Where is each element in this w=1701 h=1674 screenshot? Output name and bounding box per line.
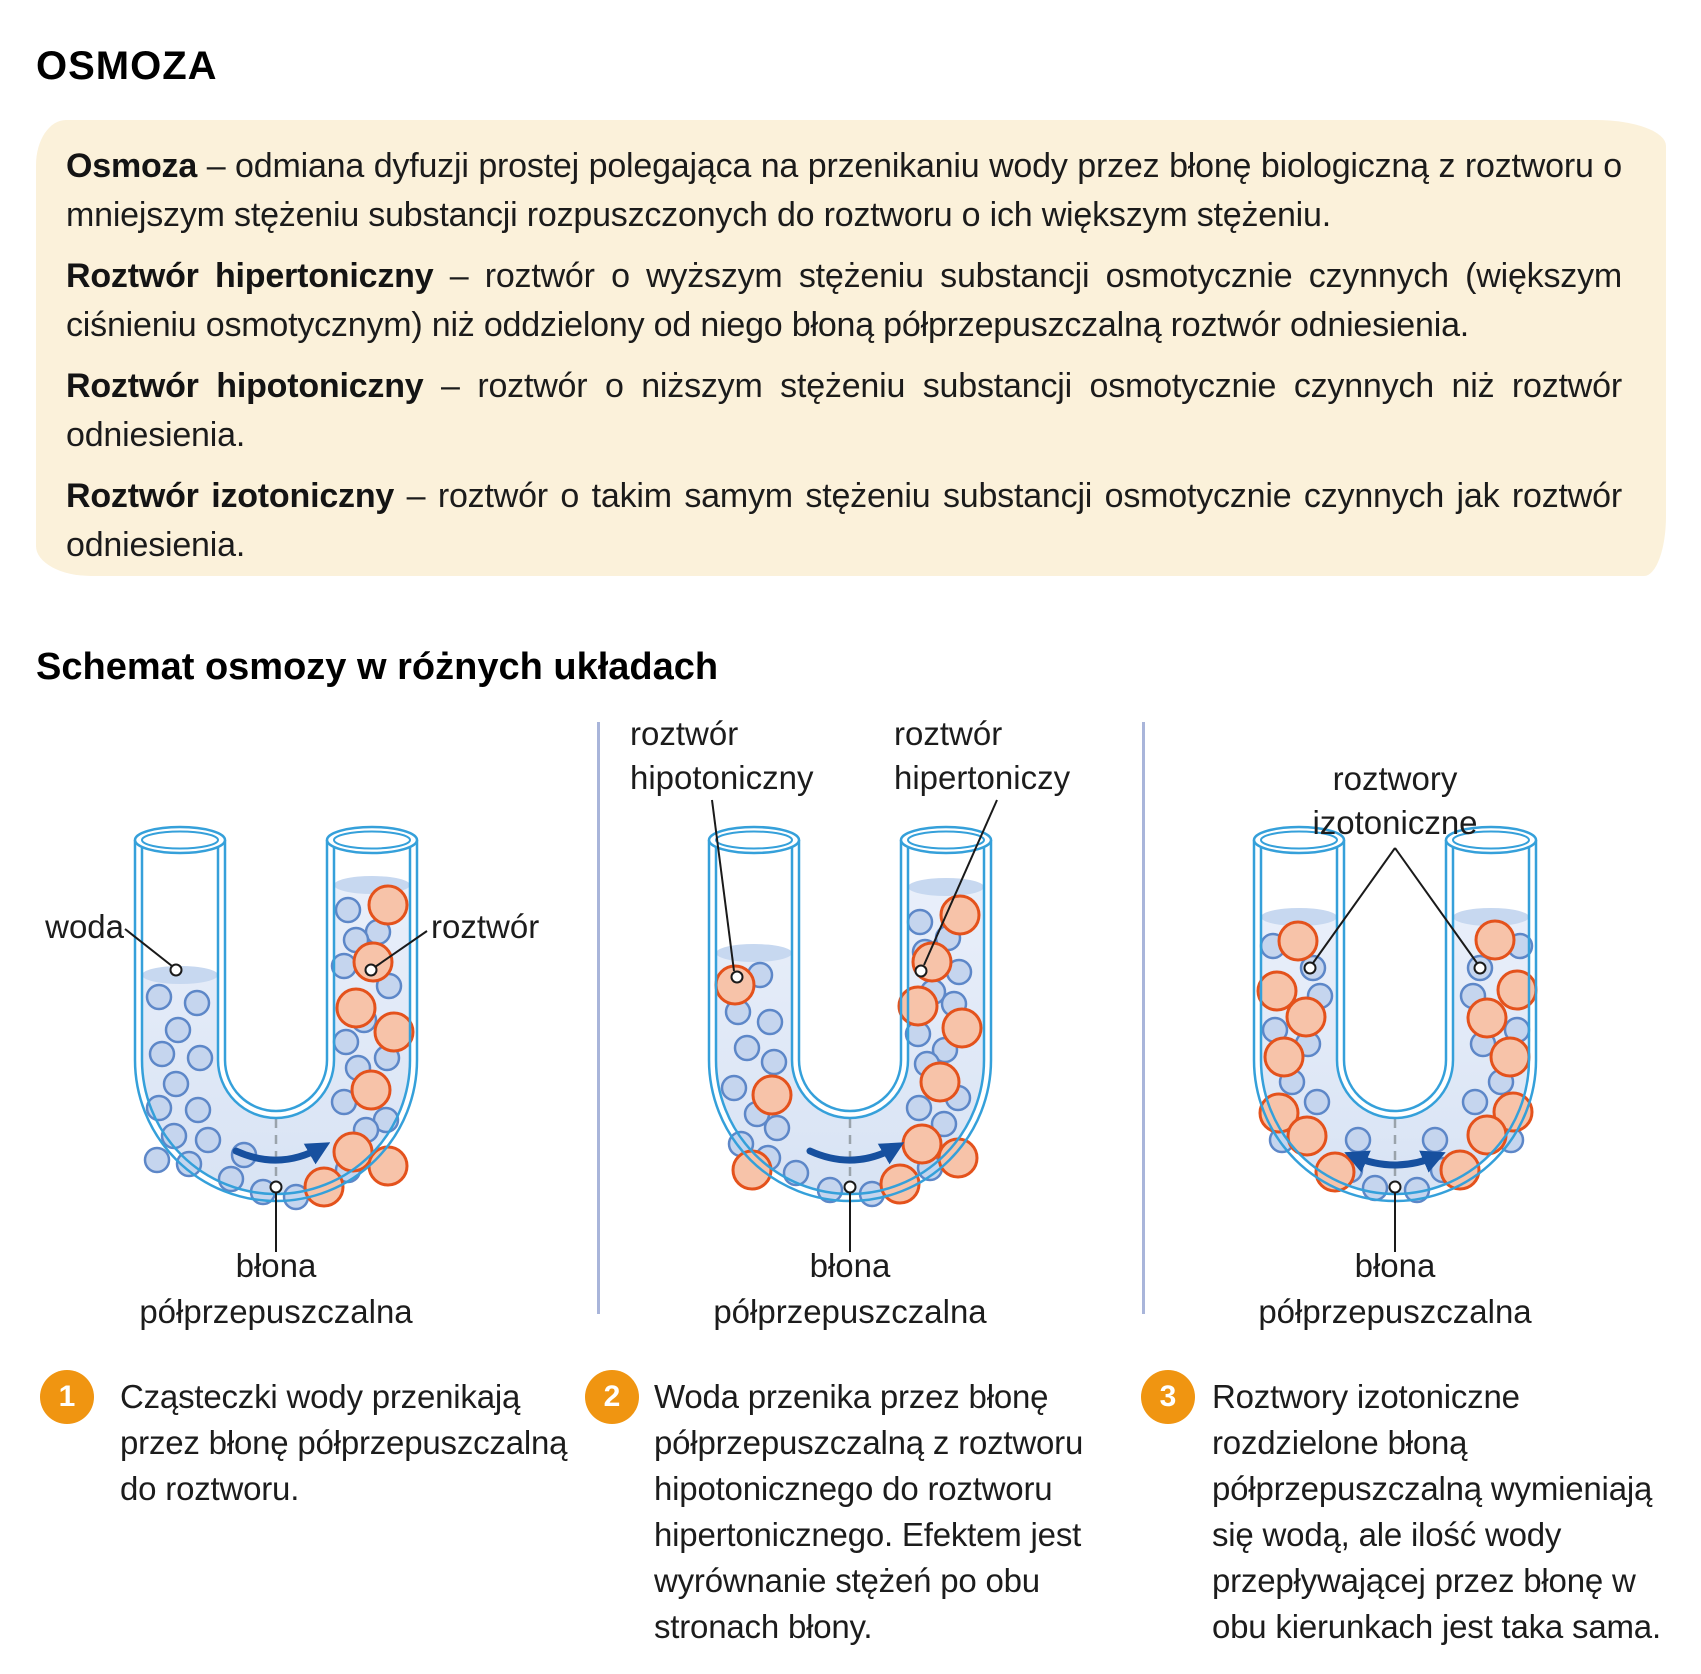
u-tube-diagram-isotonic xyxy=(1145,700,1685,1360)
definition-izotoniczny xyxy=(66,472,1622,570)
label-hypertonic-line2: hipertoniczy xyxy=(894,759,1071,796)
label-membrane-line1: błona xyxy=(1354,1247,1436,1284)
step-badge-2: 2 xyxy=(585,1370,639,1424)
definition-term: Roztwór hipertoniczny xyxy=(66,257,434,295)
label-membrane-line1: błona xyxy=(809,1247,891,1284)
step-text-2: Woda przenika przez błonę półprzepuszczalną z roztworu hipotonicznego do roztworu hipertonicznego. Efektem jest wyrównanie stężeń po obu stronach błony. xyxy=(654,1378,1084,1645)
definition-term: Osmoza xyxy=(66,147,198,185)
tube-rim-inner xyxy=(716,832,792,849)
step-badge-3: 3 xyxy=(1141,1370,1195,1424)
label-water: woda xyxy=(45,908,124,945)
leader-endpoint xyxy=(916,966,927,977)
leader-endpoint xyxy=(732,972,743,983)
u-tube-diagram-water-solution xyxy=(26,700,566,1360)
u-tube-drawing xyxy=(135,827,417,1252)
label-hypotonic-line2: hipotoniczny xyxy=(630,759,814,796)
tube-rim-inner xyxy=(908,832,984,849)
definition-hipertoniczny xyxy=(66,252,1622,350)
u-tube-diagram-hypo-hyper xyxy=(600,700,1140,1360)
membrane-pointer-endpoint xyxy=(271,1182,282,1193)
label-hypotonic-line1: roztwór xyxy=(630,715,739,752)
leader-line xyxy=(1395,848,1477,963)
label-membrane-line2: półprzepuszczalna xyxy=(139,1293,413,1330)
definitions-list xyxy=(66,142,1622,582)
leader-line xyxy=(1313,848,1395,963)
tube-wall xyxy=(1337,840,1453,1118)
leader-endpoint xyxy=(366,965,377,976)
definition-term: Roztwór izotoniczny xyxy=(66,477,395,515)
definition-body: – roztwór o niższym stężeniu substancji osmotycznie czynnych niż roztwór odniesienia. xyxy=(66,367,1622,454)
page-title: OSMOZA xyxy=(36,44,218,88)
definition-hipotoniczny xyxy=(66,362,1622,460)
meniscus-right xyxy=(908,878,984,896)
definitions-highlight-box xyxy=(36,120,1666,576)
tube-rim-inner xyxy=(334,832,410,849)
section-heading: Schemat osmozy w różnych układach xyxy=(36,646,719,688)
definition-body: – roztwór o wyższym stężeniu substancji osmotycznie czynnych (większym ciśnieniu osmotycznym) niż oddzielony od niego błoną półprzepuszczalną roztwór odniesienia. xyxy=(66,257,1622,344)
step-text-3: Roztwory izotoniczne rozdzielone błoną półprzepuszczalną wymieniają się wodą, ale ilość wody przepływającej przez błonę w obu kierunkach jest taka sama. xyxy=(1212,1378,1661,1645)
leader-endpoint xyxy=(171,965,182,976)
definition-term: Roztwór hipotoniczny xyxy=(66,367,424,405)
leader-line xyxy=(125,929,172,966)
definition-body: – odmiana dyfuzji prostej polegająca na przenikaniu wody przez błonę biologiczną z roztworu o mniejszym stężeniu substancji rozpuszczonych do roztworu o ich większym stężeniu. xyxy=(66,147,1622,234)
leader-endpoint xyxy=(1475,963,1486,974)
label-membrane-line2: półprzepuszczalna xyxy=(1258,1293,1532,1330)
definition-body: – roztwór o takim samym stężeniu substancji osmotycznie czynnych jak roztwór odniesienia. xyxy=(66,477,1622,564)
tube-wall xyxy=(1344,840,1446,1111)
label-isotonic-line2: izotoniczne xyxy=(1312,804,1478,841)
tube-wall xyxy=(799,840,901,1111)
tube-wall xyxy=(225,840,327,1111)
u-tube-drawing xyxy=(709,827,991,1252)
label-membrane-line2: półprzepuszczalna xyxy=(713,1293,987,1330)
step-text-1: Cząsteczki wody przenikają przez błonę półprzepuszczalną do roztworu. xyxy=(120,1378,568,1507)
membrane-pointer-endpoint xyxy=(1390,1182,1401,1193)
membrane-pointer-endpoint xyxy=(845,1182,856,1193)
tube-wall xyxy=(218,840,334,1118)
meniscus-left xyxy=(716,944,792,962)
step-badge-1: 1 xyxy=(40,1370,94,1424)
leader-endpoint xyxy=(1305,963,1316,974)
label-hypertonic-line1: roztwór xyxy=(894,715,1003,752)
u-tube-drawing xyxy=(1254,827,1536,1252)
label-solution: roztwór xyxy=(431,908,540,945)
label-isotonic-line1: roztwory xyxy=(1332,760,1458,797)
tube-rim-inner xyxy=(142,832,218,849)
definition-osmoza xyxy=(66,142,1622,240)
tube-wall xyxy=(792,840,908,1118)
label-membrane-line1: błona xyxy=(235,1247,317,1284)
